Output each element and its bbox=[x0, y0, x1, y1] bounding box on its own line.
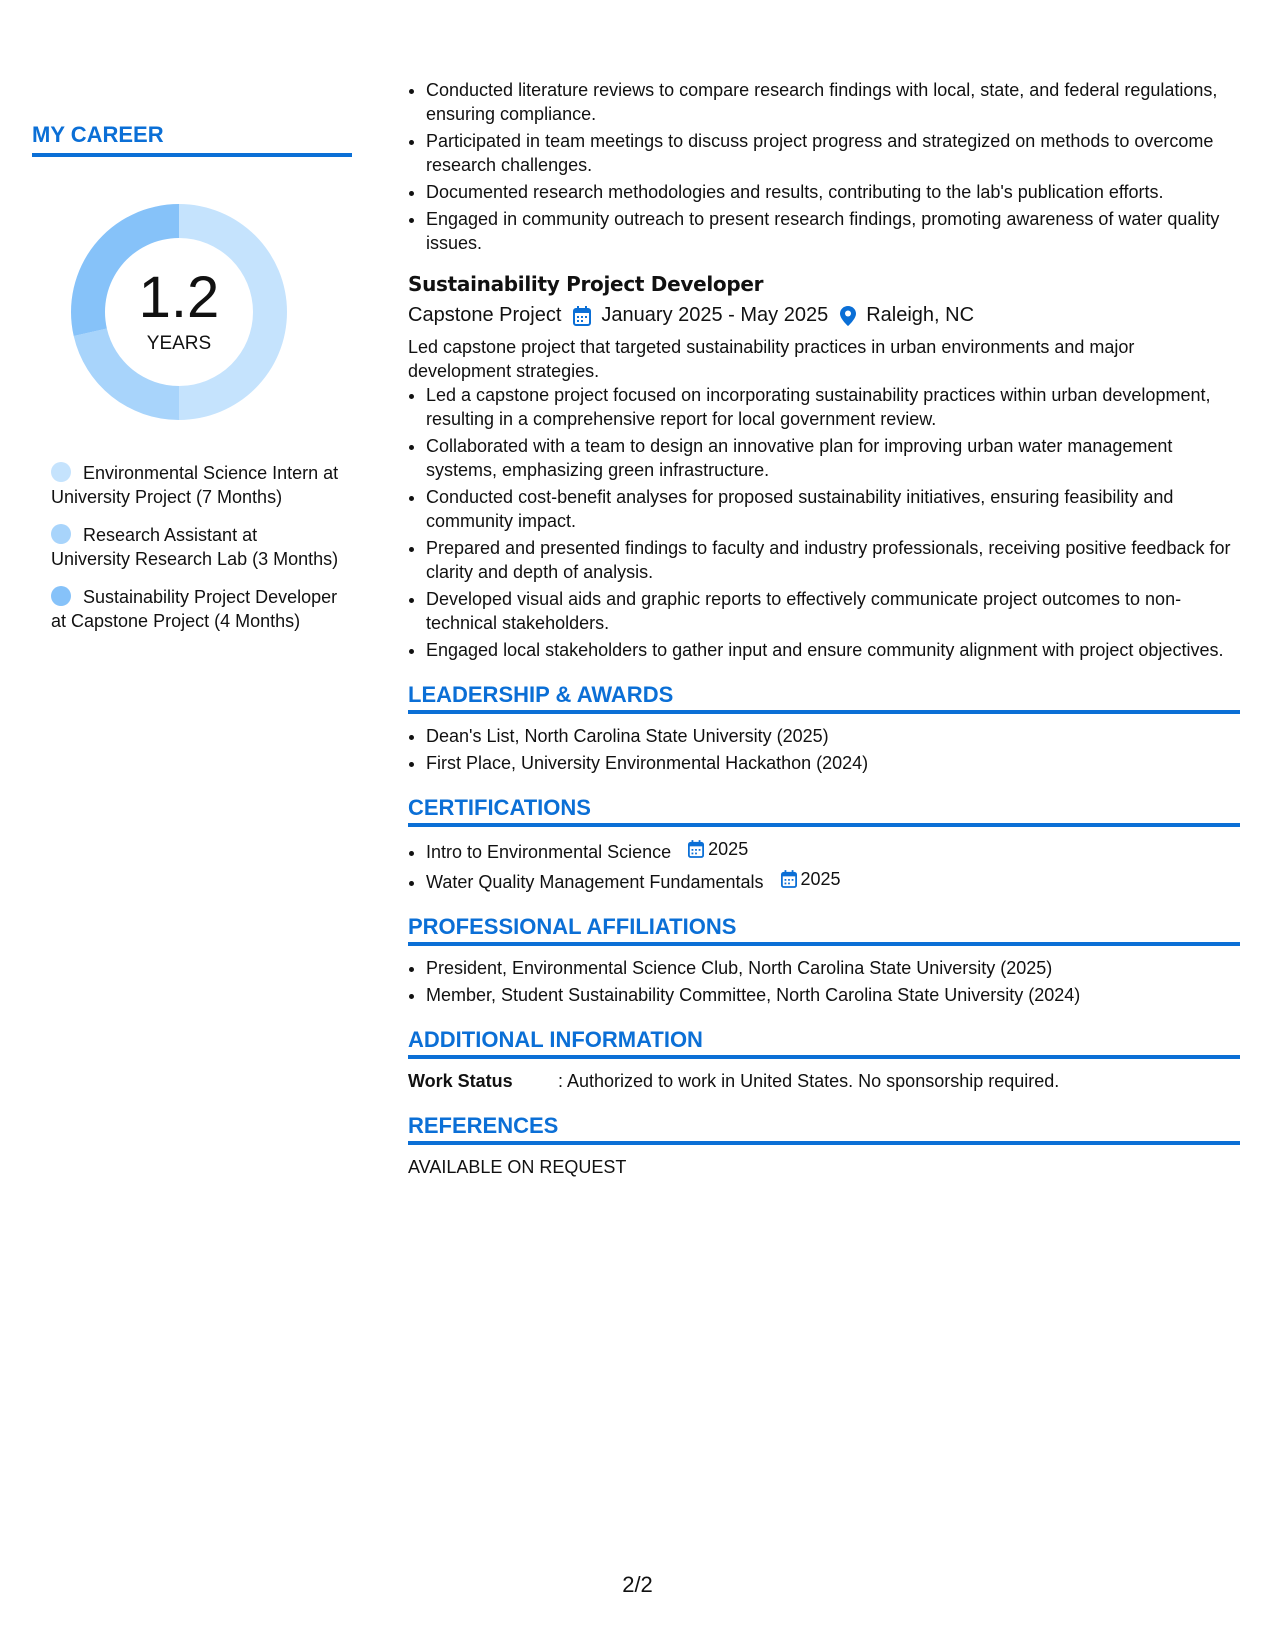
career-sidebar bbox=[32, 122, 352, 647]
job-location: Raleigh, NC bbox=[866, 304, 975, 326]
main-content bbox=[408, 78, 1240, 1179]
references-title: REFERENCES bbox=[408, 1113, 1240, 1145]
affiliations-title: PROFESSIONAL AFFILIATIONS bbox=[408, 914, 1240, 946]
cert-date bbox=[781, 867, 841, 891]
career-donut bbox=[64, 197, 294, 427]
job-company: Capstone Project bbox=[408, 304, 562, 326]
legend-label: Research Assistant at University Research Lab (3 Months) bbox=[51, 525, 339, 569]
list-item: • Dean's List, North Carolina State University (2025) bbox=[426, 724, 1240, 748]
list-item: • Engaged local stakeholders to gather input and ensure community alignment with project objectives. bbox=[426, 638, 1240, 662]
leadership-list bbox=[408, 724, 1240, 775]
references-text: AVAILABLE ON REQUEST bbox=[408, 1157, 627, 1177]
list-item bbox=[426, 837, 1240, 864]
affiliations-list bbox=[408, 956, 1240, 1007]
legend-label: Sustainability Project Developer at Capstone Project (4 Months) bbox=[51, 587, 338, 631]
list-item: • Documented research methodologies and results, contributing to the lab's publication efforts. bbox=[426, 180, 1240, 204]
leadership-title: LEADERSHIP & AWARDS bbox=[408, 682, 1240, 714]
map-pin-icon bbox=[840, 306, 856, 326]
career-unit: YEARS bbox=[146, 333, 212, 354]
job-dates: January 2025 - May 2025 bbox=[601, 304, 829, 326]
list-item: • Conducted cost-benefit analyses for proposed sustainability initiatives, ensuring feasibility and community impact. bbox=[426, 485, 1240, 533]
cert-year: 2025 bbox=[708, 839, 749, 859]
cert-name: Intro to Environmental Science bbox=[426, 842, 672, 862]
job-summary: Led capstone project that targeted sustainability practices in urban environments and major development strategies. bbox=[408, 337, 1135, 381]
job-meta bbox=[408, 304, 1240, 327]
list-item: • Developed visual aids and graphic reports to effectively communicate project outcomes to non-technical stakeholders. bbox=[426, 587, 1240, 635]
cert-name: Water Quality Management Fundamentals bbox=[426, 872, 764, 892]
list-item: • Led a capstone project focused on incorporating sustainability practices within urban development, resulting in a comprehensive report for local government review. bbox=[426, 383, 1240, 431]
cert-date bbox=[688, 837, 748, 861]
career-title: MY CAREER bbox=[32, 122, 352, 157]
legend-label: Environmental Science Intern at University Project (7 Months) bbox=[51, 463, 339, 507]
list-item: • Engaged in community outreach to present research findings, promoting awareness of water quality issues. bbox=[426, 207, 1240, 255]
legend-item bbox=[51, 585, 341, 633]
list-item bbox=[426, 867, 1240, 894]
page-number: 2/2 bbox=[622, 1572, 653, 1597]
legend-item bbox=[51, 523, 341, 571]
certifications-list bbox=[408, 837, 1240, 894]
cert-year: 2025 bbox=[800, 869, 841, 889]
job-bullets bbox=[408, 383, 1240, 662]
career-legend bbox=[51, 461, 341, 633]
previous-job-bullets bbox=[408, 78, 1240, 255]
calendar-icon bbox=[688, 840, 704, 858]
work-status-row bbox=[408, 1069, 1240, 1093]
certifications-title: CERTIFICATIONS bbox=[408, 795, 1240, 827]
list-item: • Member, Student Sustainability Committee, North Carolina State University (2024) bbox=[426, 983, 1240, 1007]
list-item: • First Place, University Environmental Hackathon (2024) bbox=[426, 751, 1240, 775]
calendar-icon bbox=[781, 870, 797, 888]
list-item: • Participated in team meetings to discuss project progress and strategized on methods to overcome research challenges. bbox=[426, 129, 1240, 177]
legend-dot-icon bbox=[51, 586, 71, 606]
legend-dot-icon bbox=[51, 524, 71, 544]
list-item: • Collaborated with a team to design an innovative plan for improving urban water management systems, emphasizing green infrastructure. bbox=[426, 434, 1240, 482]
job-title: Sustainability Project Developer bbox=[408, 272, 764, 296]
list-item: • President, Environmental Science Club, North Carolina State University (2025) bbox=[426, 956, 1240, 980]
list-item: • Conducted literature reviews to compare research findings with local, state, and federal regulations, ensuring compliance. bbox=[426, 78, 1240, 126]
career-total: 1.2 bbox=[138, 265, 220, 330]
additional-info-title: ADDITIONAL INFORMATION bbox=[408, 1027, 1240, 1059]
legend-item bbox=[51, 461, 341, 509]
legend-dot-icon bbox=[51, 462, 71, 482]
work-status-label: Work Status bbox=[408, 1071, 513, 1091]
list-item: • Prepared and presented findings to faculty and industry professionals, receiving positive feedback for clarity and depth of analysis. bbox=[426, 536, 1240, 584]
calendar-icon bbox=[573, 306, 591, 326]
work-status-value: : Authorized to work in United States. No sponsorship required. bbox=[558, 1071, 1060, 1091]
